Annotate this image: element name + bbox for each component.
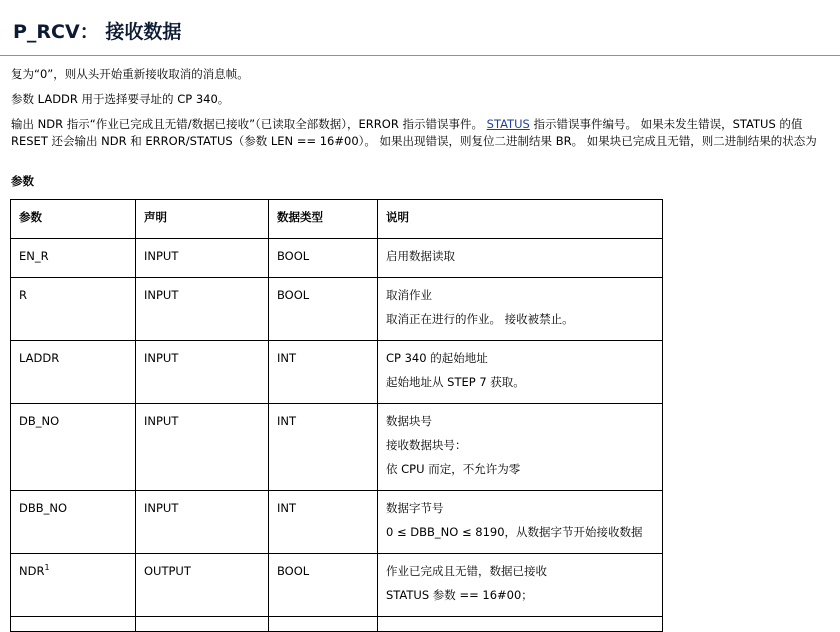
table-row-partial: [11, 617, 663, 632]
description-line: 依 CPU 而定，不允许为零: [386, 462, 521, 476]
cell-data-type: INT: [269, 491, 378, 554]
cell-param: [11, 617, 136, 632]
cell-data-type: BOOL: [269, 554, 378, 617]
cell-param: LADDR: [11, 341, 136, 404]
description-line: 0 ≤ DBB_NO ≤ 8190，从数据字节开始接收数据: [386, 525, 643, 539]
table-row: [11, 404, 663, 491]
cell-description: [378, 341, 663, 404]
cell-description: [378, 404, 663, 491]
cell-data-type: BOOL: [269, 239, 378, 278]
cell-declaration: INPUT: [136, 341, 269, 404]
paragraph-ndr-text-a: 输出 NDR 指示“作业已完成且无错/数据已接收”（已读取全部数据），ERROR 指示错误事件。: [11, 117, 483, 131]
paragraph-laddr: 参数 LADDR 用于选择要寻址的 CP 340。: [11, 92, 230, 106]
description-line: 启用数据读取: [386, 249, 455, 263]
cell-description: [378, 491, 663, 554]
table-row: [11, 341, 663, 404]
description-line: 作业已完成且无错，数据已接收: [386, 564, 547, 578]
cell-data-type: INT: [269, 341, 378, 404]
paragraph-reset-zero: 复为“0”，则从头开始重新接收取消的消息帧。: [11, 67, 249, 81]
header-description: 说明: [378, 200, 663, 239]
description-line: CP 340 的起始地址: [386, 351, 488, 365]
cell-description: [378, 554, 663, 617]
description-line: 接收数据块号：: [386, 438, 467, 452]
cell-param: R: [11, 278, 136, 341]
description-line: 起始地址从 STEP 7 获取。: [386, 375, 525, 389]
description-line: 数据块号: [386, 414, 432, 428]
header-declaration: 声明: [136, 200, 269, 239]
table-row: [11, 491, 663, 554]
table-row: [11, 239, 663, 278]
header-param: 参数: [11, 200, 136, 239]
cell-param: EN_R: [11, 239, 136, 278]
table-row: [11, 554, 663, 617]
status-link[interactable]: STATUS: [486, 117, 530, 131]
page-title: P_RCV： 接收数据: [13, 21, 182, 43]
description-line: 取消作业: [386, 288, 432, 302]
table-header-row: [11, 200, 663, 239]
description-line: STATUS 参数 == 16#00；: [386, 588, 533, 602]
cell-declaration: INPUT: [136, 491, 269, 554]
header-data-type: 数据类型: [269, 200, 378, 239]
cell-declaration: INPUT: [136, 278, 269, 341]
cell-data-type: [269, 617, 378, 632]
cell-declaration: [136, 617, 269, 632]
table-row: [11, 278, 663, 341]
params-table: [10, 199, 663, 632]
cell-declaration: INPUT: [136, 239, 269, 278]
footnote-marker: 1: [44, 563, 50, 573]
cell-param: [11, 554, 136, 617]
cell-param: DBB_NO: [11, 491, 136, 554]
cell-description: [378, 239, 663, 278]
section-heading-params: 参数: [11, 174, 34, 188]
param-name: NDR: [19, 564, 45, 578]
paragraph-reset: RESET 还会输出 NDR 和 ERROR/STATUS（参数 LEN == 16#00）。 如果出现错误，则复位二进制结果 BR。 如果块已完成且无错，则二进制结果的状态为: [11, 134, 817, 148]
paragraph-ndr-text-b: 指示错误事件编号。 如果未发生错误，STATUS 的值: [533, 117, 803, 131]
description-line: 数据字节号: [386, 501, 444, 515]
cell-description: [378, 278, 663, 341]
cell-declaration: INPUT: [136, 404, 269, 491]
paragraph-ndr: [11, 116, 802, 133]
cell-description: [378, 617, 663, 632]
title-bar: [0, 0, 840, 56]
cell-data-type: INT: [269, 404, 378, 491]
cell-data-type: BOOL: [269, 278, 378, 341]
cell-param: DB_NO: [11, 404, 136, 491]
description-line: 取消正在进行的作业。 接收被禁止。: [386, 312, 574, 326]
cell-declaration: OUTPUT: [136, 554, 269, 617]
